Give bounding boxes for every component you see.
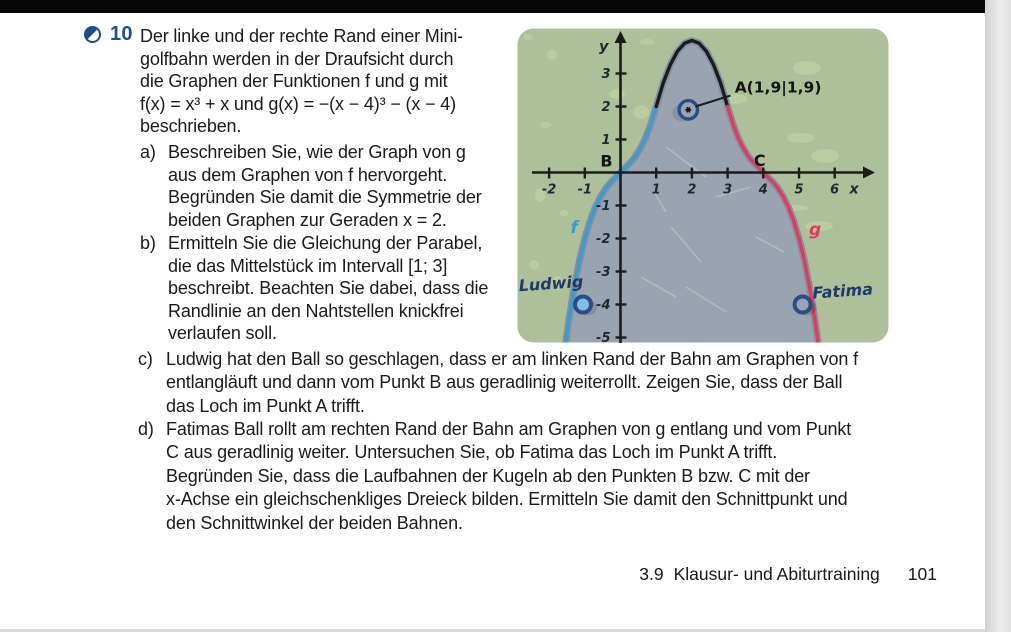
point-a-label: A(1,9|1,9) [734, 78, 822, 97]
text-line: Fatimas Ball rollt am rechten Rand der Bahn am Graphen von g entlang und vom Punkt [166, 419, 852, 439]
y-tick-label: -5 [596, 331, 611, 344]
text-line: die das Mittelstück im Intervall [1; 3] [168, 255, 448, 276]
x-tick-label: 1 [651, 182, 661, 198]
task-intro [140, 25, 463, 138]
right-edge-strip [985, 0, 1011, 632]
text-line: beiden Graphen zur Geraden x = 2. [168, 209, 447, 230]
section-title: Klausur- und Abiturtraining [673, 564, 880, 584]
y-tick-label: -3 [596, 265, 611, 280]
y-tick-label: -4 [596, 298, 611, 313]
text-line: golfbahn werden in der Draufsicht durch [140, 48, 454, 69]
text-line: aus dem Graphen von f hervorgeht. [168, 164, 448, 185]
task-part-d [138, 418, 851, 535]
task-header [84, 23, 133, 46]
difficulty-icon [84, 26, 101, 43]
player-name-ludwig: Ludwig [518, 271, 584, 296]
task-part-b [140, 232, 488, 345]
x-axis-label: x [849, 181, 859, 198]
part-text [166, 348, 858, 418]
text-line: beschrieben. [140, 116, 242, 137]
point-c-label: C [753, 150, 766, 170]
x-tick-label: 2 [687, 182, 697, 198]
x-tick-label: 6 [830, 182, 840, 198]
curve-label-f: f [570, 217, 578, 238]
task-number: 10 [110, 23, 133, 45]
text-line: Begründen Sie, dass die Laufbahnen der Kugeln ab den Punkten B bzw. C mit der [166, 465, 810, 486]
top-bar [0, 0, 986, 13]
part-label: a) [140, 142, 156, 162]
text-line: Beschreiben Sie, wie der Graph von g [168, 142, 466, 162]
part-text [168, 232, 488, 345]
task-part-a [140, 141, 482, 231]
x-tick-label: -1 [577, 182, 593, 198]
y-tick-label: 3 [601, 67, 611, 82]
text-line: Ermitteln Sie die Gleichung der Parabel, [168, 233, 483, 253]
minigolf-figure [516, 27, 890, 344]
ball-ludwig [575, 297, 591, 313]
point-b-label: B [600, 151, 613, 171]
x-tick-label: -2 [541, 182, 557, 198]
text-line: den Schnittwinkel der beiden Bahnen. [166, 512, 463, 533]
part-label: b) [140, 233, 156, 253]
curve-label-g: g [809, 219, 822, 240]
text-line: beschreibt. Beachten Sie dabei, dass die [168, 278, 489, 299]
text-line: verlaufen soll. [168, 323, 277, 344]
text-line: entlangläuft und dann vom Punkt B aus geradlinig weiterrollt. Zeigen Sie, dass der Ball [166, 372, 843, 393]
text-line: x-Achse ein gleichschenkliges Dreieck bilden. Ermitteln Sie damit den Schnittpunkt und [166, 489, 848, 510]
text-line: Begründen Sie damit die Symmetrie der [168, 187, 482, 208]
part-text [168, 141, 482, 231]
text-line: Der linke und der rechte Rand einer Mini- [140, 26, 464, 46]
page-footer [0, 564, 937, 585]
section-number: 3.9 [639, 564, 664, 584]
part-label: c) [138, 349, 153, 369]
formula-line: f(x) = x³ + x und g(x) = −(x − 4)³ − (x − 4) [140, 93, 457, 114]
part-text [166, 418, 851, 535]
y-tick-label: 1 [601, 133, 611, 148]
y-axis-label: y [599, 39, 609, 55]
player-name-fatima: Fatima [811, 279, 874, 303]
x-tick-label: 4 [758, 182, 768, 198]
x-tick-label: 3 [723, 182, 733, 198]
text-line: die Graphen der Funktionen f und g mit [140, 71, 448, 92]
text-line: das Loch im Punkt A trifft. [166, 395, 365, 416]
y-tick-label: -1 [596, 199, 611, 214]
x-tick-label: 5 [794, 182, 804, 198]
ball-fatima [795, 297, 811, 313]
y-tick-label: -2 [596, 232, 611, 247]
y-tick-label: 2 [601, 100, 611, 115]
task-part-c [138, 348, 858, 418]
text-line: Randlinie an den Nahtstellen knickfrei [168, 300, 464, 321]
text-line: C aus geradlinig weiter. Untersuchen Sie, ob Fatima das Loch im Punkt A trifft. [166, 442, 778, 463]
text-line: Ludwig hat den Ball so geschlagen, dass er am linken Rand der Bahn am Graphen von f [166, 349, 858, 369]
part-label: d) [138, 419, 154, 439]
page-number: 101 [907, 564, 937, 584]
